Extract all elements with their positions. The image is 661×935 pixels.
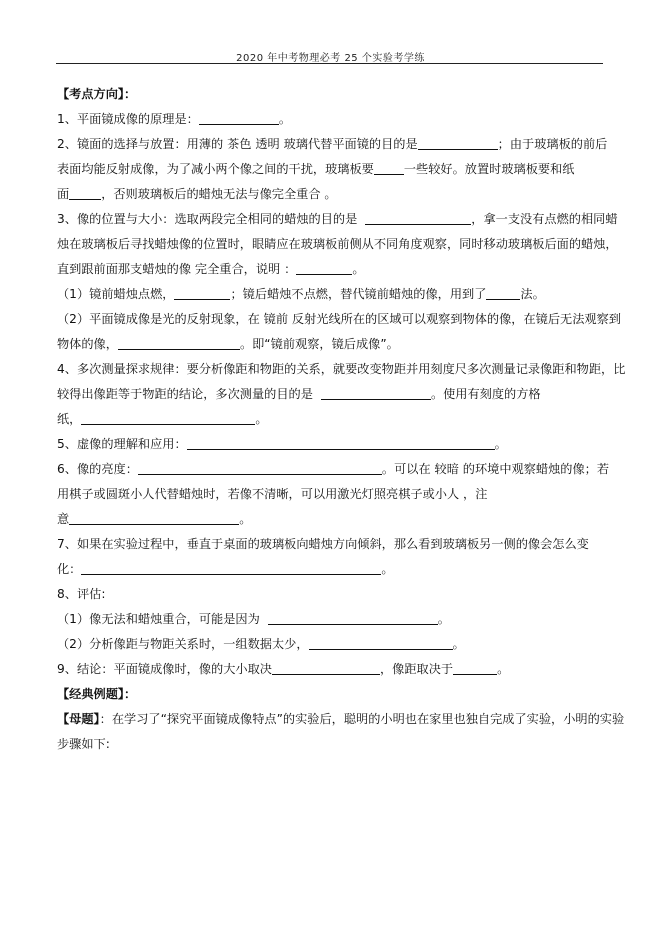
question-4-line-2 xyxy=(57,382,605,407)
question-6-line-1 xyxy=(57,457,610,482)
question-8-1 xyxy=(57,607,605,632)
question-3-line-1 xyxy=(57,207,618,232)
q8-1-end: 。 xyxy=(437,612,450,626)
mother-question-label: 【母题】 xyxy=(57,712,100,726)
q6-text-b: 。可以在 较暗 的环境中观察蜡烛的像；若 xyxy=(381,462,610,476)
question-3-2-line-1 xyxy=(57,307,621,332)
mother-question-text-2: 步骤如下: xyxy=(57,737,110,751)
q4-text-e: 。 xyxy=(255,412,268,426)
q3-text-a: 3、像的位置与大小：选取两段完全相同的蜡烛的目的是 xyxy=(57,212,358,226)
q9-text-b: ，像距取决于 xyxy=(379,662,454,676)
question-4-line-1 xyxy=(57,357,626,382)
q3-1-text-c: 法。 xyxy=(520,287,545,301)
answer-blank[interactable] xyxy=(81,560,381,575)
document-body xyxy=(57,82,626,757)
q4-text-c: 。使用有刻度的方格 xyxy=(430,387,541,401)
question-8-2 xyxy=(57,632,605,657)
answer-blank[interactable] xyxy=(486,285,520,300)
q2-text-f: ，否则玻璃板后的蜡烛无法与像完全重合 。 xyxy=(101,187,337,201)
question-5 xyxy=(57,432,605,457)
answer-blank[interactable] xyxy=(418,135,498,150)
q4-text-a: 4、多次测量探求规律：要分析像距和物距的关系，就要改变物距并用刻度尺多次测量记录像距和物距，比 xyxy=(57,362,626,376)
answer-blank[interactable] xyxy=(199,110,279,125)
q2-text-e: 面 xyxy=(57,187,70,201)
q6-text-a: 6、像的亮度： xyxy=(57,462,138,476)
question-3-1 xyxy=(57,282,605,307)
question-4-line-3 xyxy=(57,407,605,432)
q5-text-a: 5、虚像的理解和应用： xyxy=(57,437,187,451)
q8-1-text: （1）像无法和蜡烛重合，可能是因为 xyxy=(57,612,260,626)
question-1 xyxy=(57,107,605,132)
q2-text-c: 表面均能反射成像，为了减小两个像之间的干扰，玻璃板要 xyxy=(57,162,374,176)
mother-question-text: ：在学习了“探究平面镜成像特点”的实验后，聪明的小明也在家里也独自完成了实验，小明的实验 xyxy=(99,712,625,726)
q3-text-c: 烛在玻璃板后寻找蜡烛像的位置时，眼睛应在玻璃板前侧从不同角度观察，同时移动玻璃板后面的蜡烛， xyxy=(57,237,618,251)
answer-blank[interactable] xyxy=(321,385,431,400)
question-2-line-3 xyxy=(57,182,605,207)
answer-blank[interactable] xyxy=(187,435,495,450)
q3-text-d: 直到跟前面那支蜡烛的像 完全重合，说明 ： xyxy=(57,262,297,276)
answer-blank[interactable] xyxy=(272,660,380,675)
question-2-line-2 xyxy=(57,157,605,182)
answer-blank[interactable] xyxy=(81,410,255,425)
q3-2-text-a: （2）平面镜成像是光的反射现象，在 镜前 反射光线所在的区域可以观察到物体的像，在镜后无法观察到 xyxy=(57,312,621,326)
q3-text-e: 。 xyxy=(352,262,365,276)
q4-text-d: 纸， xyxy=(57,412,82,426)
question-9 xyxy=(57,657,605,682)
q4-text-b: 较得出像距等于物距的结论，多次测量的目的是 xyxy=(57,387,313,401)
q7-text-c: 。 xyxy=(381,562,394,576)
question-3-2-line-2 xyxy=(57,332,605,357)
running-header: 2020 年中考物理必考 25 个实验考学练 xyxy=(236,53,425,64)
answer-blank[interactable] xyxy=(69,185,101,200)
answer-blank[interactable] xyxy=(365,210,471,225)
answer-blank[interactable] xyxy=(309,635,453,650)
q7-text-b: 化： xyxy=(57,562,82,576)
question-7-line-2 xyxy=(57,557,605,582)
q8-2-end: 。 xyxy=(452,637,465,651)
question-3-line-3 xyxy=(57,257,605,282)
answer-blank[interactable] xyxy=(138,460,382,475)
answer-blank[interactable] xyxy=(453,660,497,675)
q8-2-text: （2）分析像距与物距关系时，一组数据太少， xyxy=(57,637,309,651)
q3-1-text-b: ；镜后蜡烛不点燃，替代镜前蜡烛的像，用到了 xyxy=(230,287,487,301)
q3-2-text-b: 物体的像， xyxy=(57,337,118,351)
section-heading-kaodian: 【考点方向】： xyxy=(57,87,137,101)
q9-text-c: 。 xyxy=(497,662,510,676)
question-6-line-3 xyxy=(57,507,605,532)
q6-text-d: 意 xyxy=(57,512,70,526)
q9-text-a: 9、结论：平面镜成像时，像的大小取决 xyxy=(57,662,272,676)
q3-text-b: ，拿一支没有点燃的相同蜡 xyxy=(471,212,618,226)
q2-text-d: 一些较好。放置时玻璃板要和纸 xyxy=(403,162,575,176)
question-2-line-1 xyxy=(57,132,608,157)
answer-blank[interactable] xyxy=(374,160,404,175)
answer-blank[interactable] xyxy=(69,510,239,525)
q3-2-text-c: 。即“镜前观察，镜后成像”。 xyxy=(239,337,399,351)
q1-end: 。 xyxy=(278,112,292,126)
q7-text-a: 7、如果在实验过程中，垂直于桌面的玻璃板向蜡烛方向倾斜，那么看到玻璃板另一侧的像会怎么变 xyxy=(57,537,589,551)
header-rule xyxy=(56,63,603,64)
answer-blank[interactable] xyxy=(268,610,438,625)
question-3-line-2 xyxy=(57,232,618,257)
answer-blank[interactable] xyxy=(296,260,352,275)
q6-text-e: 。 xyxy=(239,512,252,526)
q6-text-c: 用棋子或圆斑小人代替蜡烛时，若像不清晰，可以用激光灯照亮棋子或小人 ，注 xyxy=(57,487,488,501)
answer-blank[interactable] xyxy=(118,335,240,350)
question-6-line-2 xyxy=(57,482,605,507)
q3-1-text-a: （1）镜前蜡烛点燃， xyxy=(57,287,175,301)
q5-text-b: 。 xyxy=(494,437,507,451)
section-heading-jingdian: 【经典例题】： xyxy=(57,687,137,701)
q8-text: 8、评估: xyxy=(57,587,106,601)
question-7-line-1 xyxy=(57,532,605,557)
q1-text: 1、平面镜成像的原理是： xyxy=(57,112,199,126)
q2-text-a: 2、镜面的选择与放置：用薄的 茶色 透明 玻璃代替平面镜的目的是 xyxy=(57,137,418,151)
mother-question-line-1 xyxy=(57,707,625,732)
question-8 xyxy=(57,582,605,607)
answer-blank[interactable] xyxy=(174,285,230,300)
q2-text-b: ；由于玻璃板的前后 xyxy=(497,137,608,151)
mother-question-line-2 xyxy=(57,732,605,757)
